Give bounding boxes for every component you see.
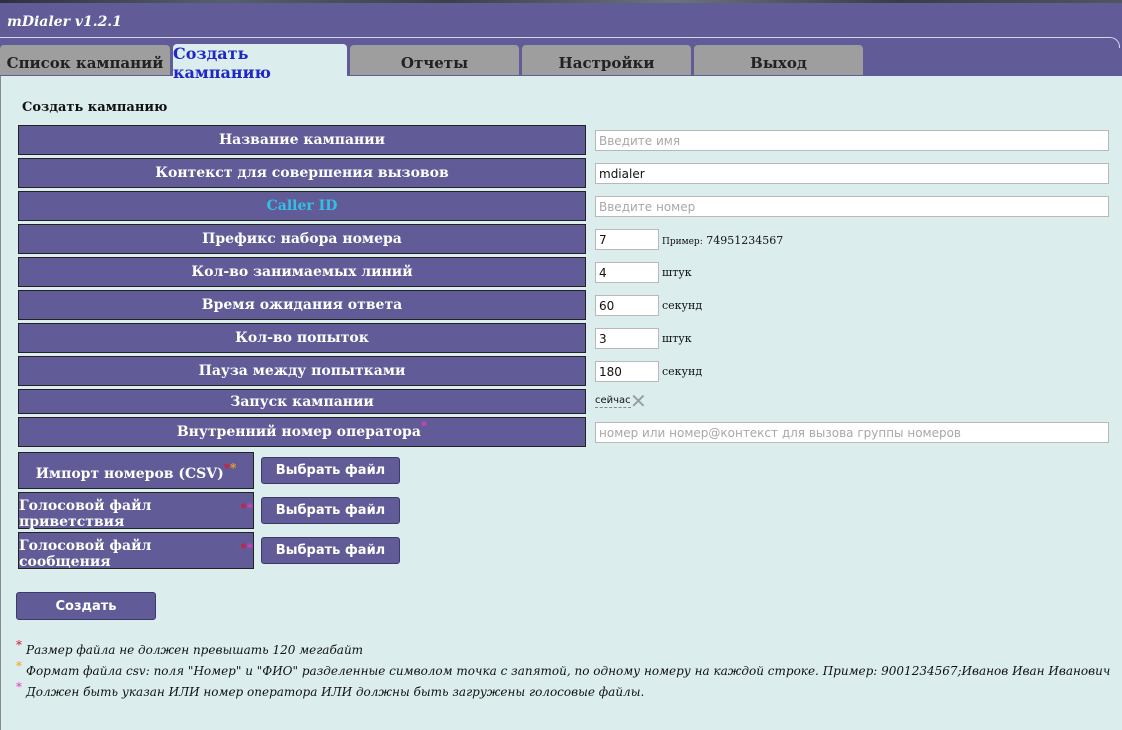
header-bar — [0, 0, 1122, 82]
prefix-example-value: 74951234567 — [706, 234, 784, 247]
tab-exit[interactable]: Выход — [694, 45, 863, 75]
note-text: Размер файла не должен превышать 120 мегабайт — [26, 643, 364, 657]
operator-label — [18, 417, 586, 447]
context-input[interactable] — [595, 163, 1109, 184]
prefix-example-label: Пример: — [662, 237, 703, 247]
attempts-label: Кол-во попыток — [18, 323, 586, 353]
asterisk-orange: * — [230, 460, 237, 475]
asterisk-pink: * — [246, 540, 253, 555]
pause-label: Пауза между попытками — [18, 356, 586, 386]
wait-time-label: Время ожидания ответа — [18, 290, 586, 320]
note-text: Формат файла csv: поля "Номер" и "ФИО" разделенные символом точка с запятой, по одному номеру на каждой строке. Пример: 9001234567;Иванов Иван Иванович — [26, 664, 1111, 678]
prefix-label: Префикс набора номера — [18, 224, 586, 254]
import-csv-label — [18, 452, 254, 489]
header-top-strip — [0, 0, 1122, 3]
app-title: mDialer v1.2.1 — [7, 14, 122, 30]
note-text: Должен быть указан ИЛИ номер оператора ИЛИ должны быть загружены голосовые файлы. — [26, 685, 645, 699]
tab-reports[interactable]: Отчеты — [350, 45, 519, 75]
greeting-file-choose-file-button[interactable]: Выбрать файл — [261, 497, 400, 524]
caller-id-label: Caller ID — [18, 191, 586, 221]
campaign-name-label: Название кампании — [18, 125, 586, 155]
operator-input[interactable] — [595, 422, 1109, 443]
tab-settings[interactable]: Настройки — [522, 45, 691, 75]
import-csv-choose-file-button[interactable]: Выбрать файл — [261, 457, 400, 484]
message-file-label — [18, 532, 254, 569]
pause-unit: секунд — [662, 365, 703, 378]
note-asterisk: * — [16, 659, 22, 673]
page-left-border — [0, 76, 1, 730]
greeting-file-label-text: Голосовой файл приветствия — [19, 497, 152, 530]
note-file-size — [16, 638, 364, 657]
prefix-example — [662, 234, 783, 247]
asterisk-red: * — [240, 540, 247, 555]
launch-label: Запуск кампании — [18, 389, 586, 414]
pause-input[interactable] — [595, 361, 659, 382]
lines-unit: штук — [662, 266, 692, 279]
message-file-choose-file-button[interactable]: Выбрать файл — [261, 537, 400, 564]
wait-time-input[interactable] — [595, 295, 659, 316]
greeting-file-label — [18, 492, 254, 529]
lines-label: Кол-во занимаемых линий — [18, 257, 586, 287]
attempts-input[interactable] — [595, 328, 659, 349]
launch-value-link[interactable]: сейчас — [595, 395, 631, 406]
note-asterisk: * — [16, 680, 22, 694]
caller-id-input[interactable] — [595, 196, 1109, 217]
attempts-unit: штук — [662, 332, 692, 345]
asterisk-pink: * — [246, 500, 253, 515]
asterisk-red: * — [223, 460, 231, 475]
prefix-input[interactable] — [595, 229, 659, 250]
wait-time-unit: секунд — [662, 299, 703, 312]
import-csv-label-text: Импорт номеров (CSV) — [35, 465, 224, 482]
form-heading: Создать кампанию — [22, 100, 168, 115]
tab-create-campaign[interactable]: Создать кампанию — [173, 44, 347, 76]
campaign-name-input[interactable] — [595, 130, 1109, 151]
close-icon[interactable]: ✕ — [630, 389, 647, 413]
note-csv-format — [16, 659, 1111, 678]
operator-label-text: Внутренний номер оператора — [176, 424, 421, 440]
lines-input[interactable] — [595, 262, 659, 283]
note-asterisk: * — [16, 638, 22, 652]
create-button[interactable]: Создать — [16, 592, 156, 620]
note-operator-or-files — [16, 680, 645, 699]
asterisk-pink: * — [420, 419, 428, 433]
asterisk-red: * — [240, 500, 247, 515]
context-label: Контекст для совершения вызовов — [18, 158, 586, 188]
message-file-label-text: Голосовой файл сообщения — [19, 537, 152, 570]
tab-campaign-list[interactable]: Список кампаний — [0, 45, 170, 75]
